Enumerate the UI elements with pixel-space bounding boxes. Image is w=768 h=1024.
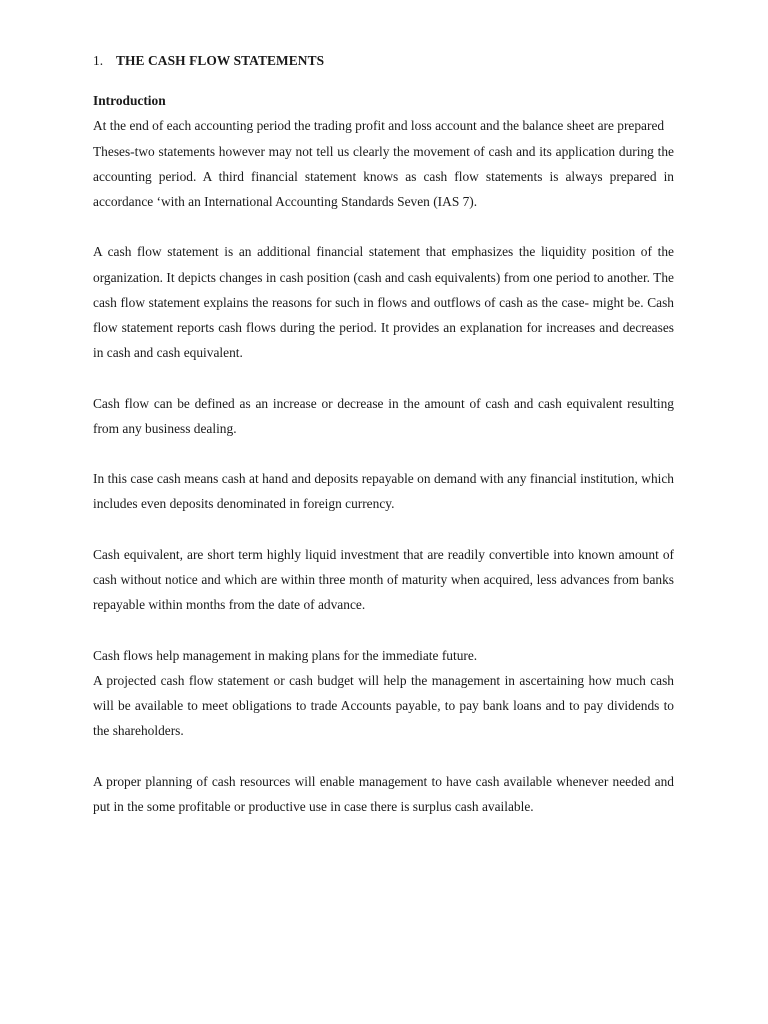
introduction-heading: Introduction (93, 93, 166, 109)
paragraph-proper-planning: A proper planning of cash resources will enable management to have cash available whenever needed and put in the some profitable or productive use in case there is surplus cash available. (93, 773, 674, 814)
paragraph-management-plans: Cash flows help management in making plans for the immediate future. (93, 647, 478, 663)
paragraph-cash-meaning: In this case cash means cash at hand and deposits repayable on demand with any financial institution, which includes even deposits denominated in foreign currency. (93, 471, 674, 512)
section-heading (93, 48, 674, 73)
paragraph-projected-statement: A projected cash flow statement or cash budget will help the management in ascertaining how much cash will be available to meet obligations to trade Accounts payable, to pay bank loans and to pay dividends to the shareholders. (93, 672, 674, 739)
section-title: THE CASH FLOW STATEMENTS (116, 53, 325, 68)
paragraph-increase-decrease: Cash flow can be defined as an increase or decrease in the amount of cash and cash equivalent resulting from any business dealing. (93, 395, 674, 436)
document-page (93, 48, 674, 819)
paragraph-accounting-period: At the end of each accounting period the trading profit and loss account and the balance sheet are prepared (93, 118, 665, 134)
paragraph-third-statement: Theses-two statements however may not tell us clearly the movement of cash and its application during the accounting period. A third financial statement knows as cash flow statements is always prepared in accordance ‘with an International Accounting Standards Seven (IAS 7). (93, 143, 674, 210)
paragraph-cash-equivalent: Cash equivalent, are short term highly liquid investment that are readily convertible into known amount of cash without notice and which are within three month of maturity when acquired, less advances from banks repayable within months from the date of advance. (93, 546, 674, 613)
paragraph-cash-flow-definition: A cash flow statement is an additional financial statement that emphasizes the liquidity position of the organization. It depicts changes in cash position (cash and cash equivalents) from one period to another. The cash flow statement explains the reasons for such in flows and outflows of cash as the case- might be. Cash flow statement reports cash flows during the period. It provides an explanation for increases and decreases in cash and cash equivalent. (93, 244, 674, 361)
section-number: 1. (93, 53, 104, 68)
